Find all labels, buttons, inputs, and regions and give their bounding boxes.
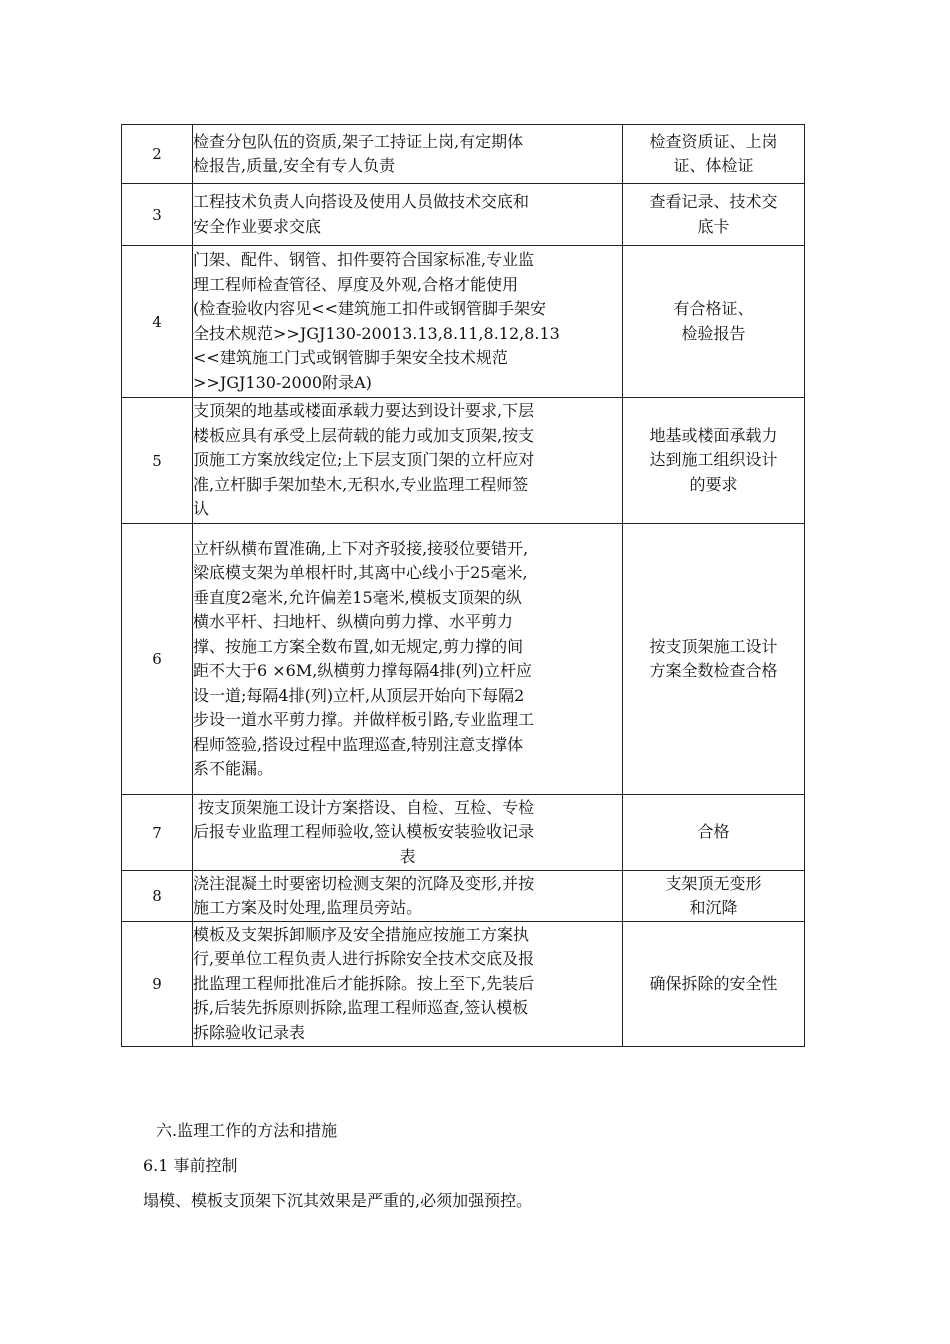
row-check: 地基或楼面承载力 达到施工组织设计 的要求 bbox=[623, 398, 805, 524]
row-check: 合格 bbox=[623, 795, 805, 871]
row-number: 3 bbox=[122, 184, 193, 246]
table-row bbox=[122, 871, 805, 922]
row-content: 工程技术负责人向搭设及使用人员做技术交底和 安全作业要求交底 bbox=[193, 184, 623, 246]
table-row bbox=[122, 398, 805, 524]
row-number: 8 bbox=[122, 871, 193, 922]
row-number: 5 bbox=[122, 398, 193, 524]
row-number: 4 bbox=[122, 246, 193, 398]
row-check: 确保拆除的安全性 bbox=[623, 922, 805, 1047]
row-number: 2 bbox=[122, 125, 193, 184]
table-row bbox=[122, 246, 805, 398]
inspection-table bbox=[121, 124, 805, 1047]
row-content: 按支顶架施工设计方案搭设、自检、互检、专检 后报专业监理工程师验收,签认模板安装验收记录 表 bbox=[193, 795, 623, 871]
row-content: 模板及支架拆卸顺序及安全措施应按施工方案执 行,要单位工程负责人进行拆除安全技术交底及报 批监理工程师批准后才能拆除。按上至下,先装后 拆,后装先拆原则拆除,监理工程师巡查,签认模板 拆除验收记录表 bbox=[193, 922, 623, 1047]
row-check: 支架顶无变形 和沉降 bbox=[623, 871, 805, 922]
table-row bbox=[122, 184, 805, 246]
row-check: 查看记录、技术交 底卡 bbox=[623, 184, 805, 246]
row-check: 检查资质证、上岗 证、体检证 bbox=[623, 125, 805, 184]
table-row bbox=[122, 922, 805, 1047]
row-content: 支顶架的地基或楼面承载力要达到设计要求,下层 楼板应具有承受上层荷载的能力或加支顶架,按支 顶施工方案放线定位;上下层支顶门架的立杆应对 准,立杆脚手架加垫木,无积水,专业监理工程师签 认 bbox=[193, 398, 623, 524]
row-check: 按支顶架施工设计 方案全数检查合格 bbox=[623, 524, 805, 795]
subsection-heading: 6.1 事前控制 bbox=[143, 1156, 238, 1175]
row-content: 立杆纵横布置准确,上下对齐驳接,接驳位要错开, 梁底模支架为单根杆时,其离中心线小于25毫米, 垂直度2毫米,允许偏差15毫米,模板支顶架的纵 横水平杆、扫地杆、纵横向剪力撑、水平剪力 撑、按施工方案全数布置,如无规定,剪力撑的间 距不大于6 ×6M,纵横剪力撑每隔4排(列)立杆应 设一道;每隔4排(列)立杆,从顶层开始向下每隔2 步设一道水平剪力撑。并做样板引路,专业监理工 程师签验,搭设过程中监理巡查,特别注意支撑体 系不能漏。 bbox=[193, 524, 623, 795]
row-content: 门架、配件、钢管、扣件要符合国家标准,专业监 理工程师检查管径、厚度及外观,合格才能使用 (检查验收内容见<<建筑施工扣件或钢管脚手架安 全技术规范>>JGJ130-20013.13,8.11,8.12,8.13 <<建筑施工门式或钢管脚手架安全技术规范 >>JGJ130-2000附录A) bbox=[193, 246, 623, 398]
body-paragraph: 塌模、模板支顶架下沉其效果是严重的,必须加强预控。 bbox=[143, 1191, 533, 1210]
table-row bbox=[122, 524, 805, 795]
row-number: 6 bbox=[122, 524, 193, 795]
row-content: 检查分包队伍的资质,架子工持证上岗,有定期体 检报告,质量,安全有专人负责 bbox=[193, 125, 623, 184]
table-row bbox=[122, 795, 805, 871]
row-check: 有合格证、 检验报告 bbox=[623, 246, 805, 398]
row-number: 9 bbox=[122, 922, 193, 1047]
row-content: 浇注混凝土时要密切检测支架的沉降及变形,并按 施工方案及时处理,监理员旁站。 bbox=[193, 871, 623, 922]
section-heading: 六.监理工作的方法和措施 bbox=[156, 1121, 338, 1140]
table-row bbox=[122, 125, 805, 184]
row-number: 7 bbox=[122, 795, 193, 871]
